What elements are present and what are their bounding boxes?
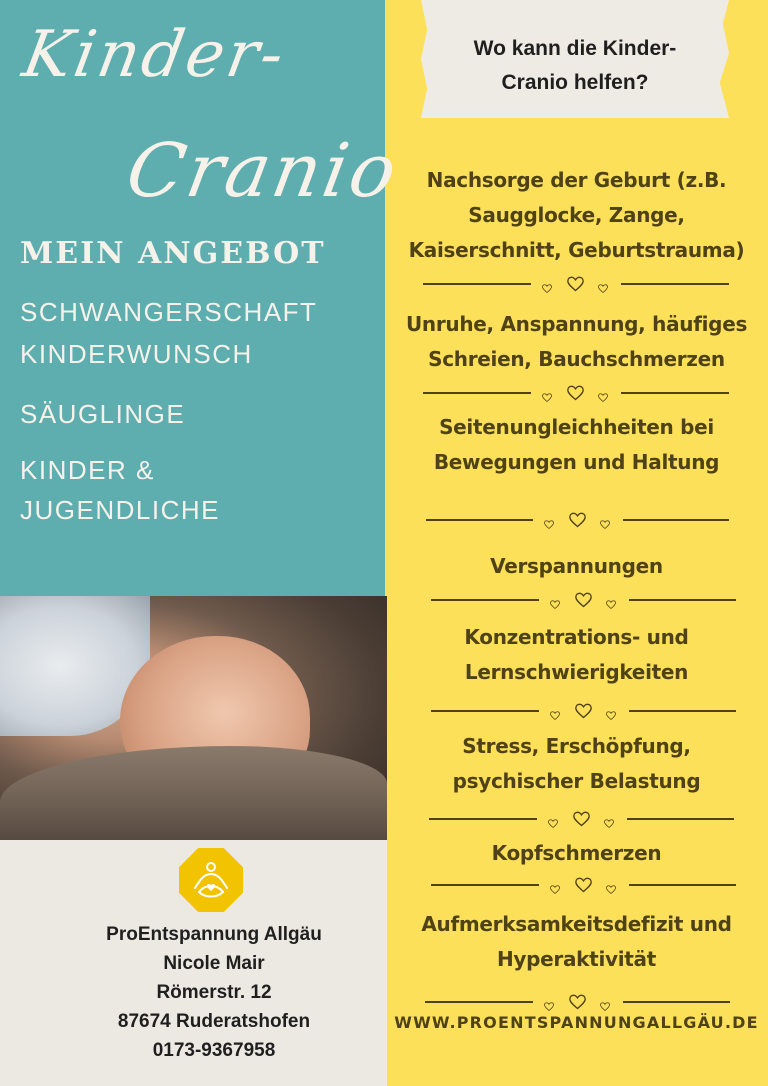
help-item-restlessness: [385, 307, 768, 377]
help-item-line: psychischer Belastung: [452, 769, 701, 793]
help-item-asymmetry: [385, 410, 768, 480]
help-item-line: Verspannungen: [490, 554, 663, 578]
heart-divider-icon: [431, 592, 736, 608]
help-item-tension: [385, 549, 768, 584]
contact-phone[interactable]: 0173-9367958: [152, 1040, 276, 1061]
help-item-line: Aufmerksamkeitsdefizit und: [421, 912, 732, 936]
help-item-line: Schreien, Bauchschmerzen: [428, 347, 725, 371]
help-item-line: Bewegungen und Haltung: [433, 450, 720, 474]
title-line-1: Kinder-: [17, 18, 293, 92]
offer-item-infants: SÄUGLINGE: [20, 399, 186, 429]
heart-divider-icon: [431, 877, 736, 893]
heart-divider-icon: [426, 512, 729, 528]
contact-city: 87674 Ruderatshofen: [117, 1011, 311, 1032]
heart-divider-icon: [423, 276, 729, 292]
photo-fur-blanket: [0, 746, 387, 840]
question-line-1: Wo kann die Kinder-: [473, 37, 677, 60]
contact-name: Nicole Mair: [163, 953, 265, 974]
help-item-stress: [385, 729, 768, 799]
help-item-headache: [385, 836, 768, 871]
help-item-line: Saugglocke, Zange,: [468, 203, 685, 227]
help-item-line: Unruhe, Anspannung, häufiges: [405, 312, 748, 336]
heart-divider-icon: [429, 811, 734, 827]
help-item-line: Nachsorge der Geburt (z.B.: [426, 168, 727, 192]
heart-divider-icon: [425, 994, 730, 1010]
help-item-line: Hyperaktivität: [496, 947, 657, 971]
help-item-line: Konzentrations- und: [464, 625, 689, 649]
offer-item-fertility: KINDERWUNSCH: [20, 339, 253, 369]
help-item-birth-aftercare: [385, 163, 768, 268]
help-item-line: Kaiserschnitt, Geburtstrauma): [408, 238, 745, 262]
heart-divider-icon: [431, 703, 736, 719]
offer-item-children: KINDER &: [20, 455, 155, 485]
offer-heading: MEIN ANGEBOT: [20, 236, 326, 271]
help-item-adhd: [385, 907, 768, 977]
website-link[interactable]: WWW.PROENTSPANNUNGALLGÄU.DE: [394, 1013, 759, 1032]
question-line-2: Cranio helfen?: [501, 71, 649, 94]
title-line-2: Cranio: [120, 128, 406, 214]
help-item-concentration: [385, 620, 768, 690]
help-item-line: Kopfschmerzen: [491, 841, 662, 865]
help-item-line: Lernschwierigkeiten: [464, 660, 689, 684]
question-text: [421, 32, 729, 100]
help-item-line: Stress, Erschöpfung,: [462, 734, 691, 758]
offer-item-youth: JUGENDLICHE: [20, 495, 220, 525]
sleeping-baby-photo: [0, 596, 387, 840]
contact-street: Römerstr. 12: [156, 982, 272, 1003]
contact-company: ProEntspannung Allgäu: [106, 924, 322, 945]
offer-item-pregnancy: SCHWANGERSCHAFT: [20, 297, 318, 327]
heart-divider-icon: [423, 385, 729, 401]
help-item-line: Seitenungleichheiten bei: [439, 415, 714, 439]
